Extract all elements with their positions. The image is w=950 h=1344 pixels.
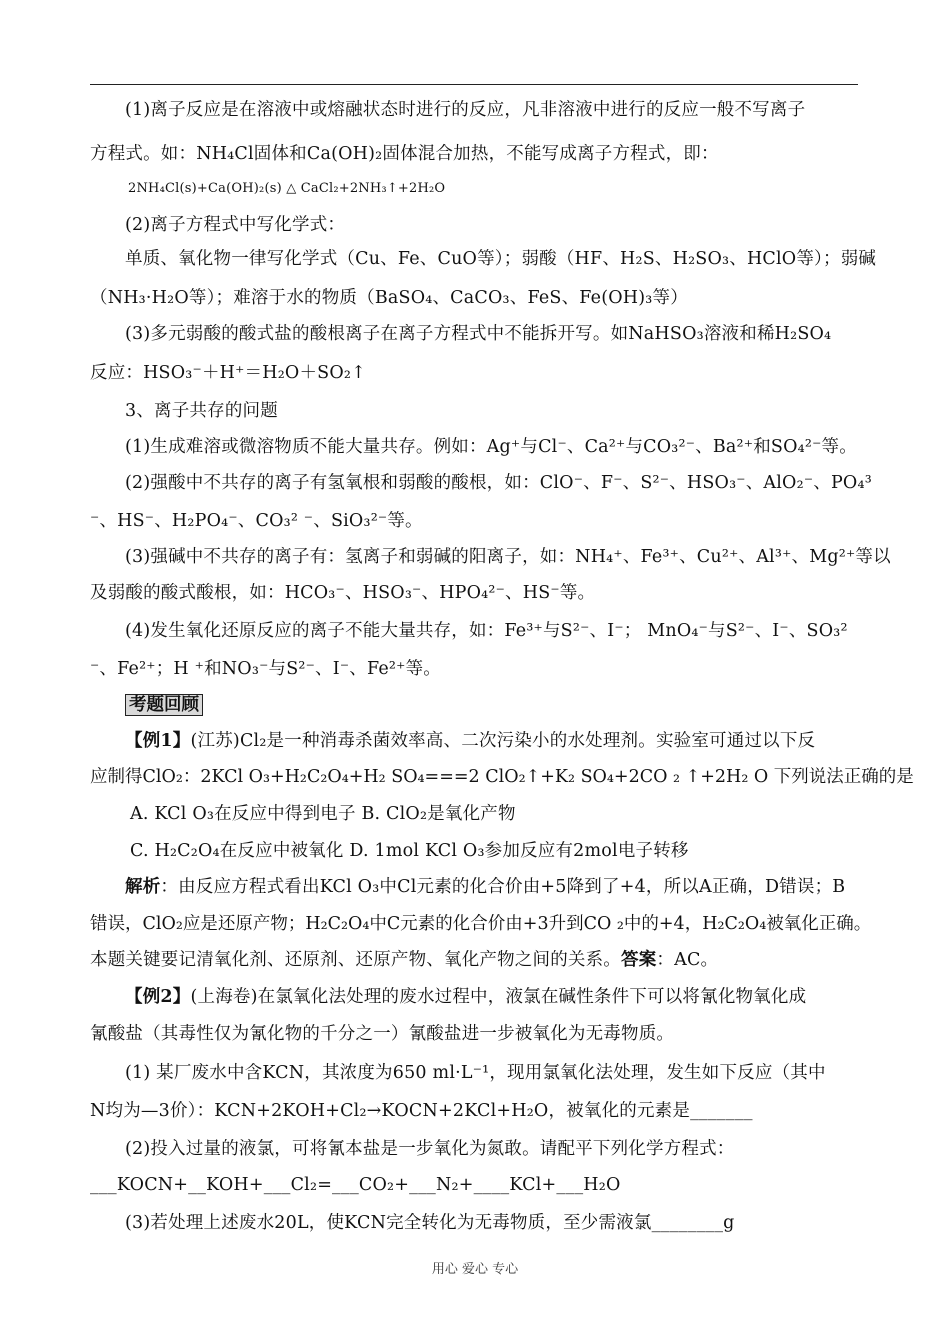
text-line: N均为—3价）：KCN+2KOH+Cl₂→KOCN+2KCl+H₂O，被氧化的元素是_______ bbox=[90, 1101, 753, 1121]
text-line: (3)多元弱酸的酸式盐的酸根离子在离子方程式中不能拆开写。如NaHSO₃溶液和稀H₂SO₄ bbox=[125, 324, 832, 344]
text-line: (1) 某厂废水中含KCN，其浓度为650 ml·L⁻¹，现用氯氧化法处理，发生如下反应（其中 bbox=[125, 1063, 826, 1083]
text-line: (4)发生氧化还原反应的离子不能大量共存，如：Fe³⁺与S²⁻、I⁻； MnO₄⁻与S²⁻、I⁻、SO₃² bbox=[125, 621, 848, 641]
equation-line: ___KOCN+__KOH+___Cl₂=___CO₂+___N₂+____KCl+___H₂O bbox=[90, 1175, 621, 1195]
text-line: (2)离子方程式中写化学式： bbox=[125, 215, 346, 235]
text-span: (江苏)Cl₂是一种消毒杀菌效率高、二次污染小的水处理剂。实验室可通过以下反 bbox=[190, 731, 816, 751]
text-span: (上海卷)在氯氧化法处理的废水过程中，液氯在碱性条件下可以将氰化物氧化成 bbox=[190, 987, 807, 1007]
header-rule bbox=[90, 84, 858, 85]
option-line: C. H₂C₂O₄在反应中被氧化 D. 1mol KCl O₃参加反应有2mol电子转移 bbox=[130, 841, 689, 861]
text-line: (3)强碱中不共存的离子有：氢离子和弱碱的阳离子，如：NH₄⁺、Fe³⁺、Cu²⁺、Al³⁺、Mg²⁺等以 bbox=[125, 547, 891, 567]
text-line: (2)投入过量的液氯，可将氰本盐是一步氧化为氮敢。请配平下列化学方程式： bbox=[125, 1139, 735, 1159]
example-2-line bbox=[125, 984, 860, 1010]
text-span: ：AC。 bbox=[656, 950, 719, 970]
example-1-line bbox=[125, 728, 860, 754]
answer-label: 答案 bbox=[621, 950, 657, 970]
text-line: (1)生成难溶或微溶物质不能大量共存。例如：Ag⁺与Cl⁻、Ca²⁺与CO₃²⁻、Ba²⁺和SO₄²⁻等。 bbox=[125, 437, 857, 457]
text-line: 及弱酸的酸式酸根，如：HCO₃⁻、HSO₃⁻、HPO₄²⁻、HS⁻等。 bbox=[90, 583, 596, 603]
option-line: A. KCl O₃在反应中得到电子 B. ClO₂是氧化产物 bbox=[130, 804, 516, 824]
analysis-label: 解析 bbox=[125, 877, 161, 897]
answer-line bbox=[90, 947, 860, 973]
example-2-label: 【例2】 bbox=[125, 987, 191, 1007]
text-line: (3)若处理上述废水20L，使KCN完全转化为无毒物质，至少需液氯________g bbox=[125, 1213, 735, 1233]
example-1-label: 【例1】 bbox=[125, 731, 191, 751]
section-heading: 3、离子共存的问题 bbox=[125, 401, 278, 421]
text-line: ⁻、Fe²⁺；H ⁺和NO₃⁻与S²⁻、I⁻、Fe²⁺等。 bbox=[90, 659, 441, 679]
text-line: （NH₃·H₂O等）；难溶于水的物质（BaSO₄、CaCO₃、FeS、Fe(OH)₃等） bbox=[90, 288, 688, 308]
text-span: 本题关键要记清氧化剂、还原剂、还原产物、氧化产物之间的关系。 bbox=[90, 950, 621, 970]
analysis-line bbox=[125, 874, 860, 900]
page-footer: 用心 爱心 专心 bbox=[431, 1262, 519, 1277]
review-heading: 考题回顾 bbox=[125, 694, 203, 716]
text-span: ：由反应方程式看出KCl O₃中Cl元素的化合价由+5降到了+4，所以A正确，D错误；B bbox=[160, 877, 846, 897]
text-line: 反应：HSO₃⁻＋H⁺＝H₂O＋SO₂↑ bbox=[90, 363, 366, 383]
text-line: 单质、氧化物一律写化学式（Cu、Fe、CuO等）；弱酸（HF、H₂S、H₂SO₃、HClO等）；弱碱 bbox=[125, 249, 877, 269]
text-line: ⁻、HS⁻、H₂PO₄⁻、CO₃² ⁻、SiO₃²⁻等。 bbox=[90, 511, 423, 531]
text-line: 方程式。如：NH₄Cl固体和Ca(OH)₂固体混合加热，不能写成离子方程式，即： bbox=[90, 144, 719, 164]
text-line: (2)强酸中不共存的离子有氢氧根和弱酸的酸根，如：ClO⁻、F⁻、S²⁻、HSO₃⁻、AlO₂⁻、PO₄³ bbox=[125, 473, 872, 493]
equation-line: 2NH₄Cl(s)+Ca(OH)₂(s) △ CaCl₂+2NH₃↑+2H₂O bbox=[128, 181, 446, 196]
text-line: 氰酸盐（其毒性仅为氰化物的千分之一）氰酸盐进一步被氧化为无毒物质。 bbox=[90, 1024, 675, 1044]
text-line: (1)离子反应是在溶液中或熔融状态时进行的反应，凡非溶液中进行的反应一般不写离子 bbox=[125, 100, 806, 120]
review-heading-line bbox=[125, 692, 860, 718]
text-line: 错误，ClO₂应是还原产物；H₂C₂O₄中C元素的化合价由+3升到CO ₂中的+4，H₂C₂O₄被氧化正确。 bbox=[90, 914, 872, 934]
text-line: 应制得ClO₂：2KCl O₃+H₂C₂O₄+H₂ SO₄===2 ClO₂↑+K₂ SO₄+2CO ₂ ↑+2H₂ O 下列说法正确的是 bbox=[90, 767, 914, 787]
